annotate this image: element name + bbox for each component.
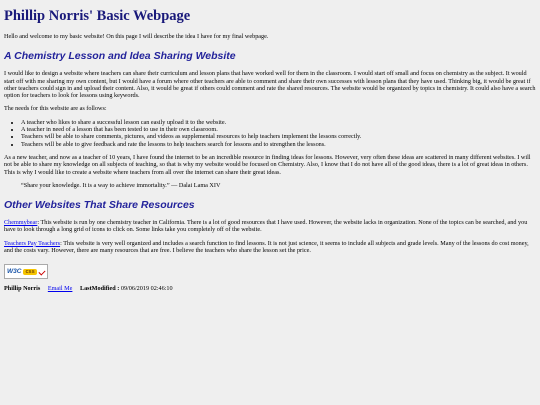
footer xyxy=(4,285,536,292)
email-link[interactable]: Email Me xyxy=(47,285,73,293)
description-paragraph: I would like to design a website where teachers can share their curriculum and lesson plans that have worked well for them in the classroom. I would start off small and focus on chemistry as the subject. It would start off with me sharing my own content, but I would have a forum where other teachers are able to comment and share their own successes with lesson plans that they have used. Thinking big, it would be great if other teachers could sign in and upload their content. Also, it would be great if others could comment and rate the shared resources. The website would be organized by topics in chemistry. It could also have a search option for teachers to look for lessons using keywords. xyxy=(4,70,536,100)
site-description: : This website is run by one chemistry teacher in California. There is a lot of good resources that I have used. However, the website lacks in organization. None of the topics can be searched, and you have to look through a long grid of icons to click on. Some links take you completely off of the website. xyxy=(4,219,528,234)
page-title: Phillip Norris' Basic Webpage xyxy=(4,8,191,24)
site-entry-tpt xyxy=(4,240,536,255)
needs-intro: The needs for this website are as follows: xyxy=(4,105,107,113)
list-item: • Teachers will be able to share comments, pictures, and videos as supplemental resources to help teachers implement the lessons correctly. xyxy=(21,133,536,140)
list-item: • Teachers will be able to give feedback and rate the lessons to help teachers search for lessons and to strengthen the lessons. xyxy=(21,141,536,148)
section-heading-other-websites: Other Websites That Share Resources xyxy=(4,199,195,212)
last-modified-label: LastModified : xyxy=(79,285,120,293)
site-entry-chemmybear xyxy=(4,219,536,234)
w3c-css-badge[interactable] xyxy=(4,264,48,279)
needs-list xyxy=(4,119,536,148)
section-heading-chemistry: A Chemistry Lesson and Idea Sharing Website xyxy=(4,50,236,63)
site-description: : This website is very well organized and includes a search function to find lessons. It is not just science, it seems to include all subjects and grade levels. Many of the lessons do cost money, and the costs vary. However, there are many resources that are free. I believe the teachers who share the lesson set the price. xyxy=(4,239,529,255)
list-item: • A teacher in need of a lesson that has been tested to use in their own classroom. xyxy=(21,126,536,133)
chemmybear-link[interactable]: Chemmybear xyxy=(4,219,38,227)
css-logo-text: css xyxy=(25,268,35,275)
quote: “Share your knowledge. It is a way to achieve immortality.” — Dalai Lama XIV xyxy=(21,181,221,189)
list-item: • A teacher who likes to share a successful lesson can easily upload it to the website. xyxy=(21,119,536,126)
intro-text: Hello and welcome to my basic website! On this page I will describe the idea I have for my final webpage. xyxy=(4,33,269,40)
checkmark-icon xyxy=(38,268,45,275)
last-modified-value: 09/06/2019 02:46:10 xyxy=(120,285,173,293)
motivation-paragraph: As a new teacher, and now as a teacher of 10 years, I have found the internet to be an incredible resource in finding ideas for lessons. However, very often these ideas are scattered in many different websites. I will not be able to share my knowledge on all subjects of teaching, so that is why my website would be focused on Chemistry. Also, I know that I do not have all of the good ideas, there is a lot of great ideas in others. This is why I would like to create a website where teachers from all over the internet can share their great ideas. xyxy=(4,153,531,176)
teachers-pay-teachers-link[interactable]: Teachers Pay Teachers xyxy=(4,239,61,247)
w3c-logo-text: W3C xyxy=(7,268,22,276)
footer-author: Phillip Norris xyxy=(4,285,41,293)
